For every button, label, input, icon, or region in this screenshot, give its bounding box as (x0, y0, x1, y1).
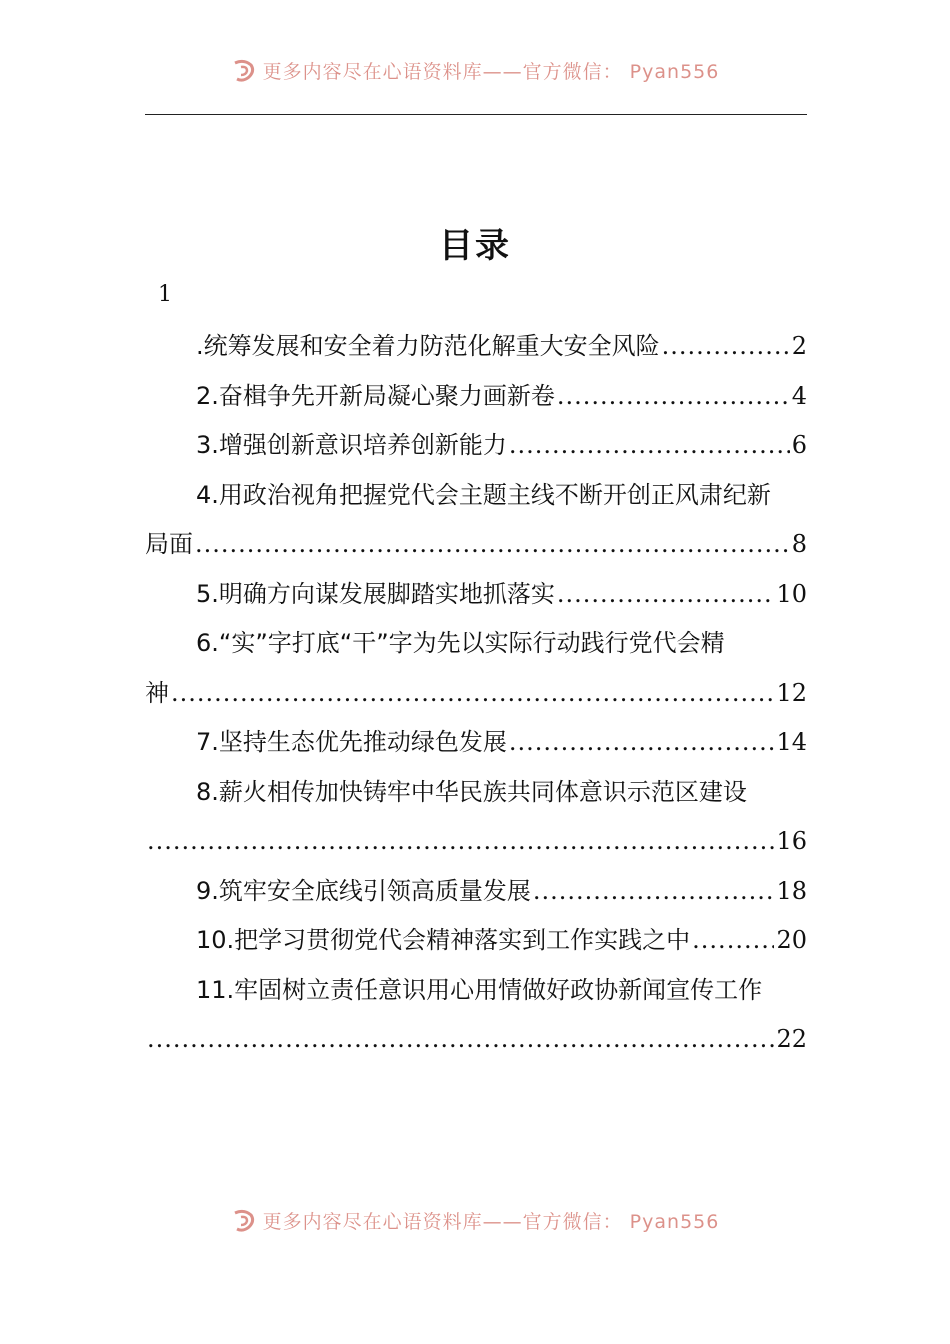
toc-leader-dots (171, 669, 774, 719)
watermark-text: 更多内容尽在心语资料库——官方微信： Pyan556 (262, 60, 720, 83)
toc-entry-page: 8 (791, 530, 807, 558)
toc-entry[interactable] (145, 421, 807, 471)
toc-leader-dots (533, 867, 775, 917)
toc-entry-title: 4.用政治视角把握党代会主题主线不断开创正风肃纪新 (196, 480, 771, 509)
toc-entry-page: 6 (791, 431, 807, 459)
toc-entry[interactable] (145, 916, 807, 966)
toc-entry-continuation[interactable] (145, 817, 807, 867)
brand-logo-icon (231, 57, 257, 83)
toc-leader-dots (147, 817, 774, 867)
toc-entry-page: 14 (776, 728, 807, 756)
toc-entry[interactable] (145, 867, 807, 917)
header-watermark (0, 50, 950, 90)
stray-number: 1 (158, 282, 172, 307)
toc-entry-continuation[interactable] (145, 1015, 807, 1065)
toc-entry-page: 10 (776, 579, 807, 608)
toc-entry-title: 2.奋楫争先开新局凝心聚力画新卷 (196, 381, 555, 410)
toc-entry-title: 7.坚持生态优先推动绿色发展 (196, 728, 507, 756)
toc-entry-page: 12 (776, 678, 807, 707)
toc-entry-page: 16 (776, 827, 807, 855)
toc-entry-title: .统筹发展和安全着力防范化解重大安全风险 (196, 332, 660, 360)
toc-entry-continuation[interactable] (145, 520, 807, 570)
toc-entry-title: 11.牢固树立责任意识用心用情做好政协新闻宣传工作 (196, 975, 763, 1004)
toc-entry-title: 10.把学习贯彻党代会精神落实到工作实践之中 (196, 926, 691, 954)
toc-entry-title: 9.筑牢安全底线引领高质量发展 (196, 876, 531, 905)
toc-entry[interactable] (145, 768, 807, 818)
toc-entry-page: 4 (791, 381, 807, 410)
toc-entry[interactable] (145, 966, 807, 1016)
toc-leader-dots (509, 718, 775, 768)
toc-leader-dots (692, 916, 774, 966)
toc-entry-page: 2 (791, 332, 807, 360)
toc-entry-title-cont: 神 (145, 678, 169, 707)
toc-entry-title: 3.增强创新意识培养创新能力 (196, 431, 507, 459)
toc-leader-dots (509, 421, 790, 471)
watermark-text: 更多内容尽在心语资料库——官方微信： Pyan556 (262, 1210, 720, 1233)
toc-entry[interactable] (145, 322, 807, 372)
toc-entry-title: 5.明确方向谋发展脚踏实地抓落实 (196, 579, 555, 608)
toc-entry-continuation[interactable] (145, 669, 807, 719)
toc-leader-dots (557, 372, 790, 422)
toc-leader-dots (662, 322, 790, 372)
toc-entry-page: 18 (776, 876, 807, 905)
page-title: 目录 (439, 226, 511, 266)
toc-entry-title: 8.薪火相传加快铸牢中华民族共同体意识示范区建设 (196, 777, 747, 806)
table-of-contents (145, 322, 807, 1065)
brand-logo-icon (231, 1207, 257, 1233)
toc-entry-title-cont: 局面 (145, 530, 193, 558)
toc-entry[interactable] (145, 619, 807, 669)
toc-entry[interactable] (145, 372, 807, 422)
header-divider (145, 114, 807, 115)
toc-entry[interactable] (145, 570, 807, 620)
toc-entry-page: 22 (776, 1025, 807, 1053)
toc-leader-dots (557, 570, 775, 620)
toc-entry[interactable] (145, 718, 807, 768)
toc-entry-title: 6.“实”字打底“干”字为先以实际行动践行党代会精 (196, 629, 725, 657)
toc-leader-dots (195, 520, 790, 570)
toc-leader-dots (147, 1015, 774, 1065)
toc-entry-page: 20 (776, 926, 807, 954)
footer-watermark (0, 1200, 950, 1240)
toc-entry[interactable] (145, 471, 807, 521)
